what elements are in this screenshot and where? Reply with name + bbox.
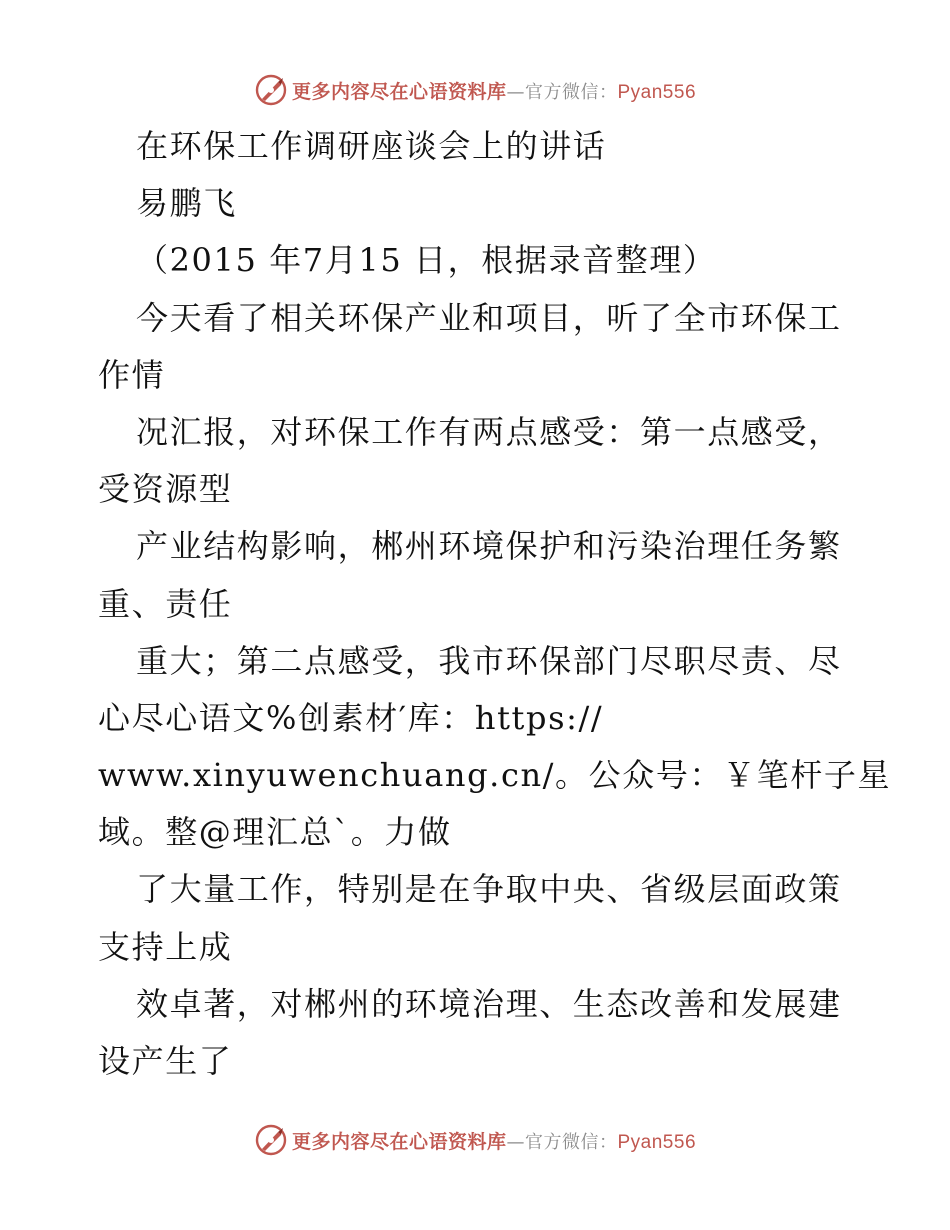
text-line: 作情 [98,355,166,394]
text-line: 心尽心语文%创素材′库：https:// [98,698,604,737]
document-body [98,118,892,1090]
text-line: 产业结构影响，郴州环境保护和污染治理任务繁 [136,527,842,566]
quill-logo-icon [254,73,288,107]
text-line: 重、责任 [98,584,233,623]
text-line: 今天看了相关环保产业和项目，听了全市环保工 [136,298,842,337]
text-line: （2015 年7月15 日，根据录音整理） [136,241,717,280]
text-line: 了大量工作，特别是在争取中央、省级层面政策 [136,870,842,909]
text-line: 在环保工作调研座谈会上的讲话 [136,127,607,165]
footer-watermark [0,1120,950,1160]
watermark-text: 更多内容尽在心语资料库—官方微信：Pyan556 [291,1130,697,1153]
header-watermark [0,70,950,110]
watermark-text: 更多内容尽在心语资料库—官方微信：Pyan556 [291,80,697,103]
text-line: 效卓著，对郴州的环境治理、生态改善和发展建 [136,984,842,1023]
text-line: 易鹏飞 [136,184,237,223]
text-line: 重大；第二点感受，我市环保部门尽职尽责、尽 [136,641,842,680]
text-line: 受资源型 [98,470,233,509]
text-line: 设产生了 [98,1042,233,1080]
text-line: www.xinyuwenchuang.cn/。公众号：￥笔杆子星 [98,756,892,795]
text-line: 况汇报，对环保工作有两点感受：第一点感受， [136,412,842,451]
text-line: 域。整@理汇总`。力做 [98,813,452,852]
text-line: 支持上成 [98,927,233,966]
quill-logo-icon [254,1123,288,1157]
